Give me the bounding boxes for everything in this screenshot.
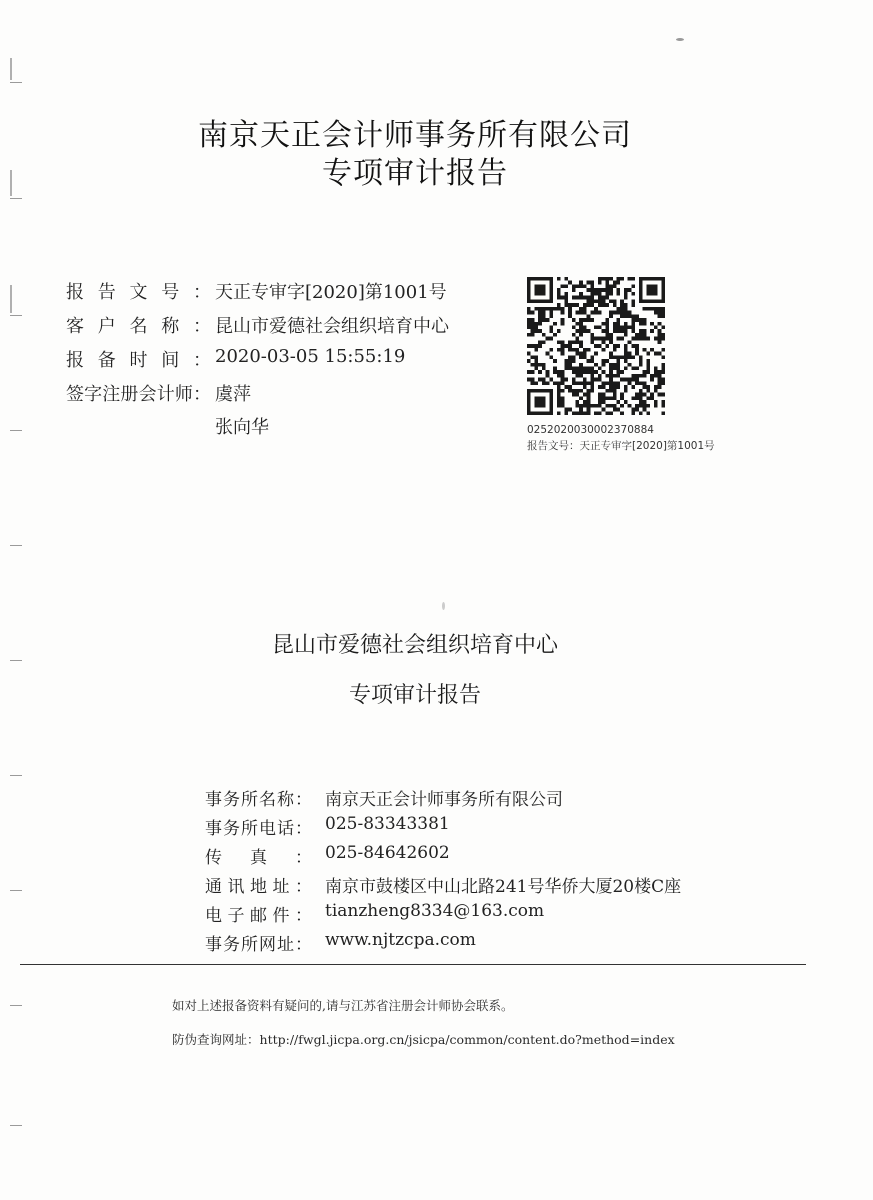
firm-phone-label: 事 务 所 电 话 ： (205, 819, 312, 839)
client-name: 昆山市爱德社会组织培育中心 (215, 316, 449, 337)
firm-email-label: 电 子 邮 件 ： (205, 906, 312, 926)
firm-website-label: 事 务 所 网 址 ： (205, 935, 312, 955)
verify-url-line (172, 1030, 675, 1048)
qr-code (527, 277, 665, 415)
signing-cpa-label: 签 字 注 册 会 计 师 ： (66, 384, 211, 405)
firm-phone: 025-83343381 (325, 814, 450, 834)
report-no-label: 报 告 文 号 ： (66, 282, 211, 303)
firm-title: 南京天正会计师事务所有限公司 (198, 118, 632, 153)
firm-address: 南京市鼓楼区中山北路241号华侨大厦20楼C座 (325, 877, 682, 897)
qr-code-number: 0252020030002370884 (527, 424, 654, 436)
firm-email: tianzheng8334@163.com (325, 901, 545, 921)
signing-cpa-2: 张向华 (215, 417, 269, 438)
filed-time-label: 报 备 时 间 ： (66, 350, 211, 371)
verify-url-label: 防伪查询网址： (172, 1032, 260, 1047)
firm-name: 南京天正会计师事务所有限公司 (325, 790, 563, 810)
qr-caption: 报告文号：天正专审字[2020]第1001号 (527, 440, 715, 452)
report-no: 天正专审字[2020]第1001号 (215, 282, 447, 303)
filed-time: 2020-03-05 15:55:19 (215, 346, 406, 367)
scan-speck (676, 38, 684, 41)
firm-fax: 025-84642602 (325, 843, 450, 863)
subject-org-name: 昆山市爱德社会组织培育中心 (271, 633, 558, 658)
divider (20, 964, 806, 965)
client-label: 客 户 名 称 ： (66, 316, 211, 337)
firm-fax-label: 传 真 ： (205, 848, 312, 868)
firm-website: www.njtzcpa.com (325, 930, 476, 950)
firm-name-label: 事 务 所 名 称 ： (205, 790, 312, 810)
inquiry-note: 如对上述报备资料有疑问的,请与江苏省注册会计师协会联系。 (172, 998, 514, 1013)
report-title: 专项审计报告 (322, 156, 508, 191)
firm-address-label: 通 讯 地 址 ： (205, 877, 312, 897)
scan-speck (442, 602, 445, 610)
signing-cpa-1: 虞萍 (215, 384, 251, 405)
subject-report-type: 专项审计报告 (348, 683, 481, 708)
verify-url[interactable]: http://fwgl.jicpa.org.cn/jsicpa/common/content.do?method=index (259, 1032, 675, 1047)
